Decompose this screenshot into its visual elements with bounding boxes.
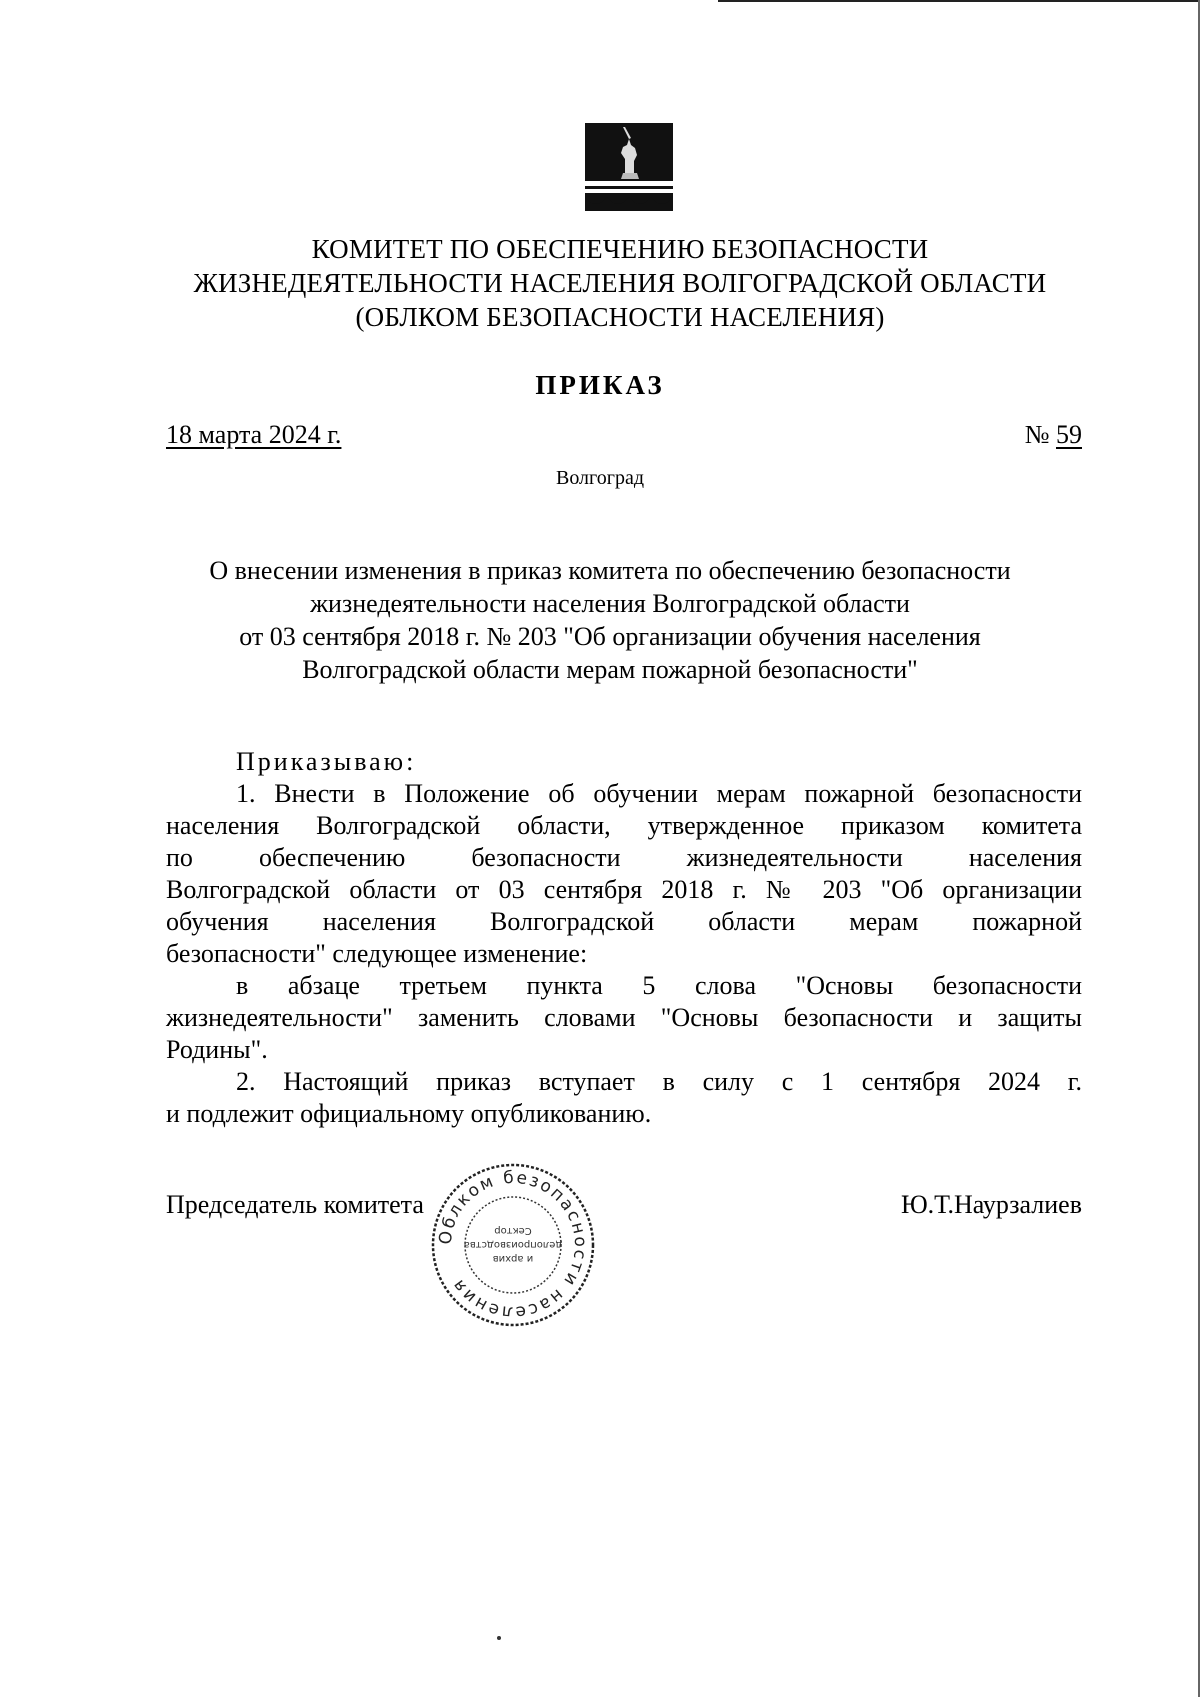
subject-line: жизнедеятельности населения Волгоградской области — [310, 589, 910, 618]
scan-edge-top — [718, 0, 1200, 2]
order-date: 18 марта 2024 г. — [166, 420, 342, 449]
body-line: в абзаце третьем пункта 5 слова "Основы безопасности — [236, 971, 1082, 1000]
body-line: безопасности" следующее изменение: — [166, 939, 588, 968]
body-line: населения Волгоградской области, утвержденное приказом комитета — [166, 811, 1082, 840]
order-heading: ПРИКАЗ — [535, 370, 665, 400]
body-line: и подлежит официальному опубликованию. — [166, 1099, 652, 1128]
body-line: обучения населения Волгоградской области мерам пожарной — [166, 907, 1082, 936]
body-line: по обеспечению безопасности жизнедеятельности населения — [166, 843, 1082, 872]
signature-title: Председатель комитета — [166, 1190, 424, 1219]
stamp-center-line: делопроизводства — [463, 1239, 563, 1250]
org-title-line-2: ЖИЗНЕДЕЯТЕЛЬНОСТИ НАСЕЛЕНИЯ ВОЛГОГРАДСКОЙ ОБЛАСТИ — [193, 268, 1047, 298]
body-line: Родины". — [166, 1035, 268, 1064]
order-number-prefix: № — [1024, 420, 1050, 449]
subject-line: от 03 сентября 2018 г. № 203 "Об организации обучения населения — [239, 622, 981, 651]
subject-line: Волгоградской области мерам пожарной безопасности" — [302, 655, 918, 684]
subject-line: О внесении изменения в приказ комитета по обеспечению безопасности — [209, 556, 1011, 585]
order-number-value: 59 — [1056, 420, 1082, 449]
round-seal-stamp-icon — [428, 1160, 598, 1330]
order-word: Приказываю: — [236, 747, 417, 776]
order-subject — [150, 554, 1070, 686]
signature-name: Ю.Т.Наурзалиев — [900, 1190, 1082, 1219]
body-line: Волгоградской области от 03 сентября 2018 г. № 203 "Об организации — [166, 875, 1082, 904]
order-city: Волгоград — [555, 467, 645, 489]
org-title-line-3: (ОБЛКОМ БЕЗОПАСНОСТИ НАСЕЛЕНИЯ) — [355, 302, 885, 332]
body-line: 2. Настоящий приказ вступает в силу с 1 сентября 2024 г. — [236, 1067, 1082, 1096]
order-number — [1025, 420, 1082, 450]
body-line: жизнедеятельности" заменить словами "Основы безопасности и защиты — [166, 1003, 1082, 1032]
stamp-center-line: Сектор — [494, 1225, 532, 1236]
scan-speck — [497, 1636, 501, 1640]
volgograd-coat-of-arms-icon — [585, 123, 673, 211]
body-line: 1. Внести в Положение об обучении мерам пожарной безопасности — [236, 779, 1082, 808]
stamp-ring-text: Облком безопасности населения — [435, 1167, 591, 1323]
stamp-center-line: и архив — [492, 1253, 534, 1264]
org-title-line-1: КОМИТЕТ ПО ОБЕСПЕЧЕНИЮ БЕЗОПАСНОСТИ — [311, 234, 929, 264]
